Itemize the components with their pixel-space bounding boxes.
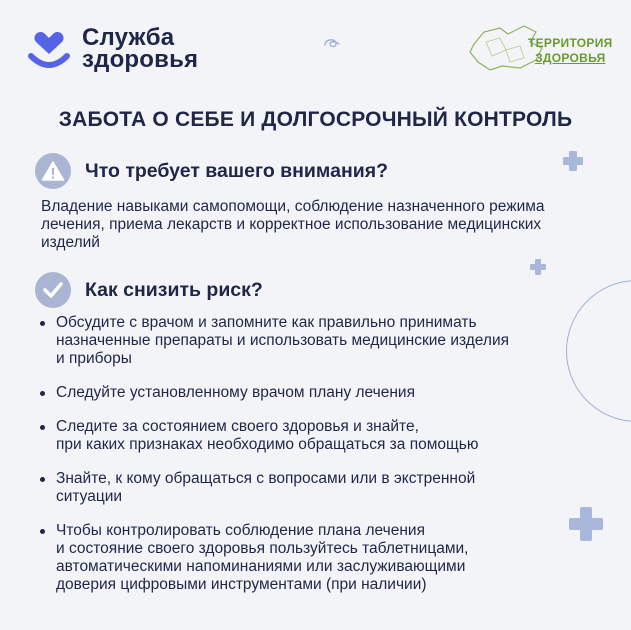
attention-heading: Что требует вашего внимания? <box>85 159 388 182</box>
partner-logo-line-2: ЗДОРОВЬЯ <box>535 51 606 65</box>
attention-section-header <box>35 153 388 189</box>
page-title: ЗАБОТА О СЕБЕ И ДОЛГОСРОЧНЫЙ КОНТРОЛЬ <box>58 108 573 131</box>
heart-smile-icon <box>24 26 74 72</box>
warning-icon <box>35 153 71 189</box>
logo-text <box>82 24 199 73</box>
list-item: Следите за состоянием своего здоровья и знайте, при каких признаках необходимо обращаться за помощью <box>40 418 630 454</box>
risk-heading: Как снизить риск? <box>85 278 263 301</box>
partner-logo-line-1: ТЕРРИТОРИЯ <box>528 36 613 50</box>
risk-section-header <box>35 272 263 308</box>
plus-decoration-icon <box>562 150 584 172</box>
plus-decoration-icon <box>529 258 547 276</box>
risk-list <box>40 314 630 610</box>
attention-text: Владение навыками самопомощи, соблюдение назначенного режима лечения, приема лекарств и корректное использование медицинских изделий <box>41 198 545 251</box>
list-item: Следуйте установленному врачом плану лечения <box>40 384 630 402</box>
logo-line-1: Служба <box>82 24 175 51</box>
list-item: Знайте, к кому обращаться с вопросами или в экстренной ситуации <box>40 470 630 506</box>
service-logo <box>24 26 198 72</box>
swirl-decoration-icon <box>323 36 341 50</box>
check-icon <box>35 272 71 308</box>
partner-logo-text <box>528 36 613 66</box>
logo-line-2: здоровья <box>82 46 199 73</box>
list-item: Обсудите с врачом и запомните как правильно принимать назначенные препараты и использовать медицинские изделия и приборы <box>40 314 630 368</box>
list-item: Чтобы контролировать соблюдение плана лечения и состояние своего здоровья пользуйтесь таблетницами, автоматическими напоминаниями или заслуживающими доверия цифровыми инструментами (при наличии) <box>40 522 630 594</box>
plus-decoration-icon <box>568 506 604 542</box>
